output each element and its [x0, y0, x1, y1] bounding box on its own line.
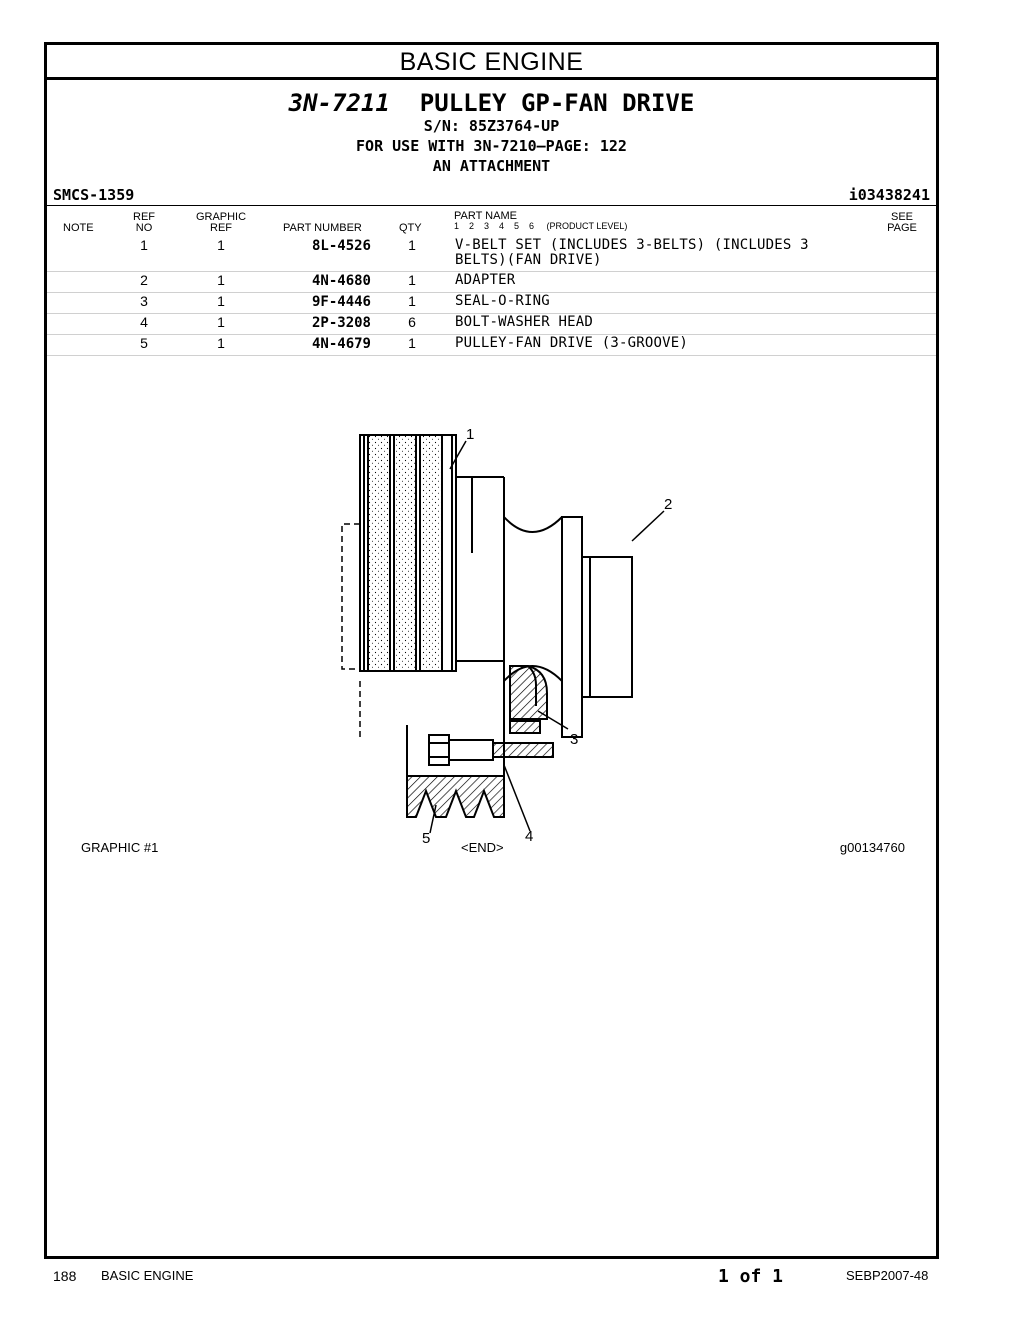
use-with-note: FOR USE WITH 3N-7210—PAGE: 122 [356, 137, 627, 155]
group-part-number: 3N-7211 [288, 89, 390, 117]
callout-5: 5 [422, 830, 431, 847]
col-ref-bottom: NO [135, 222, 153, 234]
col-note: NOTE [63, 222, 94, 234]
graphic-label: GRAPHIC #1 [81, 840, 159, 855]
ref-no: 1 [140, 237, 148, 253]
part-number[interactable]: 4N-4680 [311, 273, 371, 289]
part-number[interactable]: 4N-4679 [311, 336, 371, 352]
page-of: 1 of 1 [718, 1266, 784, 1287]
table-row [47, 236, 936, 272]
pulley-group-drawing [332, 381, 673, 847]
serial-number: S/N: 85Z3764-UP [423, 117, 560, 135]
graphic-end: <END> [461, 840, 504, 855]
qty: 1 [408, 293, 416, 309]
page-title [47, 89, 936, 117]
attachment-note: AN ATTACHMENT [432, 157, 551, 175]
ref-no: 2 [140, 272, 148, 288]
callout-4: 4 [525, 828, 534, 845]
col-graphic-bottom: REF [210, 222, 232, 234]
table-row [47, 292, 936, 314]
smcs-code: SMCS-1359 [53, 186, 135, 204]
part-number[interactable]: 8L-4526 [311, 238, 371, 254]
col-qty: QTY [399, 222, 422, 234]
col-product-level: 1 2 3 4 5 6 (PRODUCT LEVEL) [454, 221, 628, 231]
qty: 1 [408, 335, 416, 351]
col-part-name: PART NAME [454, 210, 517, 222]
part-name: V-BELT SET (INCLUDES 3-BELTS) (INCLUDES 3 [455, 237, 809, 253]
part-name: BOLT-WASHER HEAD [455, 314, 594, 330]
ref-no: 3 [140, 293, 148, 309]
footer-section: BASIC ENGINE [101, 1268, 194, 1283]
illustration-id: i03438241 [848, 186, 930, 204]
part-name-continued: BELTS)(FAN DRIVE) [455, 252, 602, 268]
header-divider [47, 205, 936, 206]
ref-no: 4 [140, 314, 148, 330]
table-row [47, 313, 936, 335]
graphic-ref: 1 [217, 314, 225, 330]
table-row [47, 271, 936, 293]
part-number[interactable]: 9F-4446 [311, 294, 371, 310]
callout-3: 3 [570, 731, 579, 748]
part-name: SEAL-O-RING [455, 293, 550, 309]
part-name: PULLEY-FAN DRIVE (3-GROOVE) [455, 335, 688, 351]
callout-1: 1 [466, 426, 475, 443]
qty: 1 [408, 237, 416, 253]
ref-no: 5 [140, 335, 148, 351]
col-graphic-top: GRAPHIC [195, 211, 247, 223]
col-ref-top: REF [133, 211, 155, 223]
group-part-title: PULLEY GP-FAN DRIVE [419, 89, 695, 117]
graphic-ref: 1 [217, 335, 225, 351]
table-row [47, 334, 936, 356]
graphic-ref: 1 [217, 293, 225, 309]
col-part-number: PART NUMBER [283, 222, 362, 234]
part-name: ADAPTER [455, 272, 516, 288]
qty: 6 [408, 314, 416, 330]
callout-2: 2 [664, 496, 673, 513]
qty: 1 [408, 272, 416, 288]
section-title: BASIC ENGINE [47, 45, 936, 80]
graphic-id: g00134760 [839, 840, 905, 855]
col-see-top: SEE [890, 211, 913, 223]
part-number[interactable]: 2P-3208 [311, 315, 371, 331]
page-number: 188 [53, 1268, 77, 1284]
col-see-bottom: PAGE [887, 222, 917, 234]
page-frame [44, 42, 939, 1259]
graphic-ref: 1 [217, 237, 225, 253]
graphic-ref: 1 [217, 272, 225, 288]
doc-id: SEBP2007-48 [846, 1268, 929, 1283]
